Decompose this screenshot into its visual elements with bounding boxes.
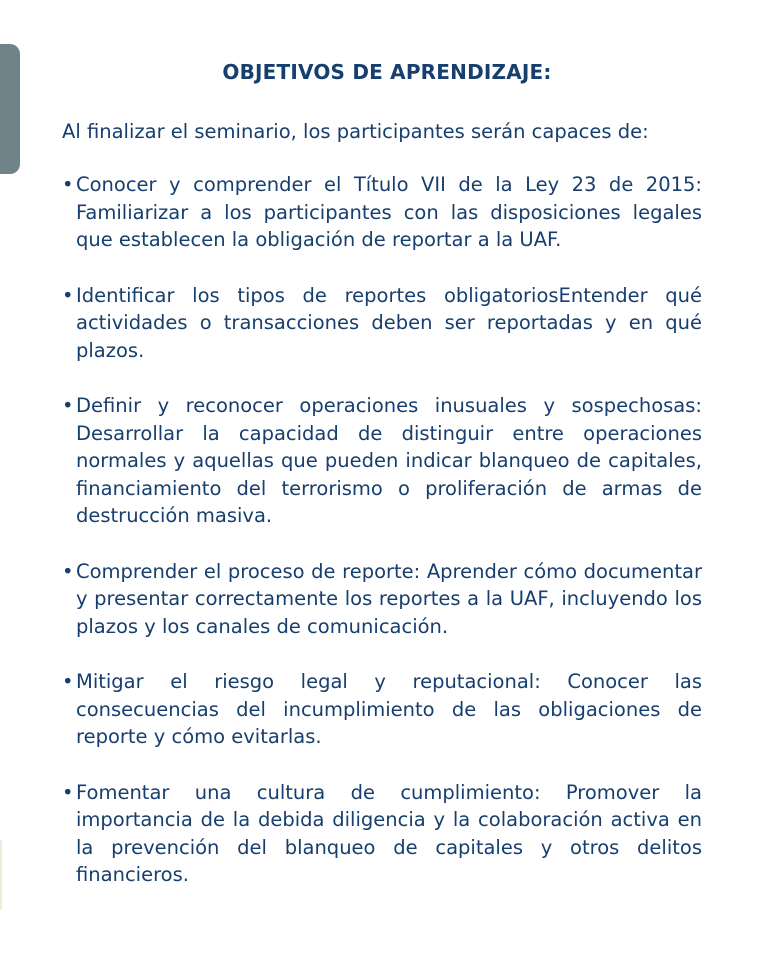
bullet-icon: • [62,780,74,804]
objective-text: Fomentar una cultura de cumplimiento: Promover la importancia de la debida diligencia y la colaboración activa en la prevención del blanqueo de capitales y otros delitos financieros. [76,780,702,886]
objective-item [62,779,702,889]
objective-item [62,558,702,641]
bullet-icon: • [62,670,74,693]
objective-item [62,171,702,254]
bullet-icon: • [62,394,74,417]
objective-text: Definir y reconocer operaciones inusuales y sospechosas: Desarrollar la capacidad de distinguir entre operaciones normales y aquellas que pueden indicar blanqueo de capitales, financiamiento del terrorismo o proliferación de armas de destrucción masiva. [76,394,702,527]
document-content [62,58,702,917]
objective-text: Identificar los tipos de reportes obligatoriosEntender qué actividades o transacciones deben ser reportadas y en qué plazos. [76,283,702,362]
objectives-list [62,171,702,889]
side-line-decoration [0,840,2,910]
objective-text: Conocer y comprender el Título VII de la Ley 23 de 2015: Familiarizar a los participantes con las disposiciones legales que establecen la obligación de reportar a la UAF. [76,173,702,251]
objective-item [62,392,702,530]
bullet-icon: • [62,173,74,196]
bullet-icon: • [62,559,74,583]
page-title: OBJETIVOS DE APRENDIZAJE: [222,60,552,84]
intro-text: Al finalizar el seminario, los participantes serán capaces de: [62,120,649,143]
objective-item [62,282,702,365]
objective-item [62,668,702,751]
objective-text: Mitigar el riesgo legal y reputacional: Conocer las consecuencias del incumplimiento de las obligaciones de reporte y cómo evitarlas. [76,670,702,748]
objective-text: Comprender el proceso de reporte: Aprender cómo documentar y presentar correctamente los reportes a la UAF, incluyendo los plazos y los canales de comunicación. [76,559,702,638]
bullet-icon: • [62,283,74,307]
side-tab-decoration [0,44,20,174]
